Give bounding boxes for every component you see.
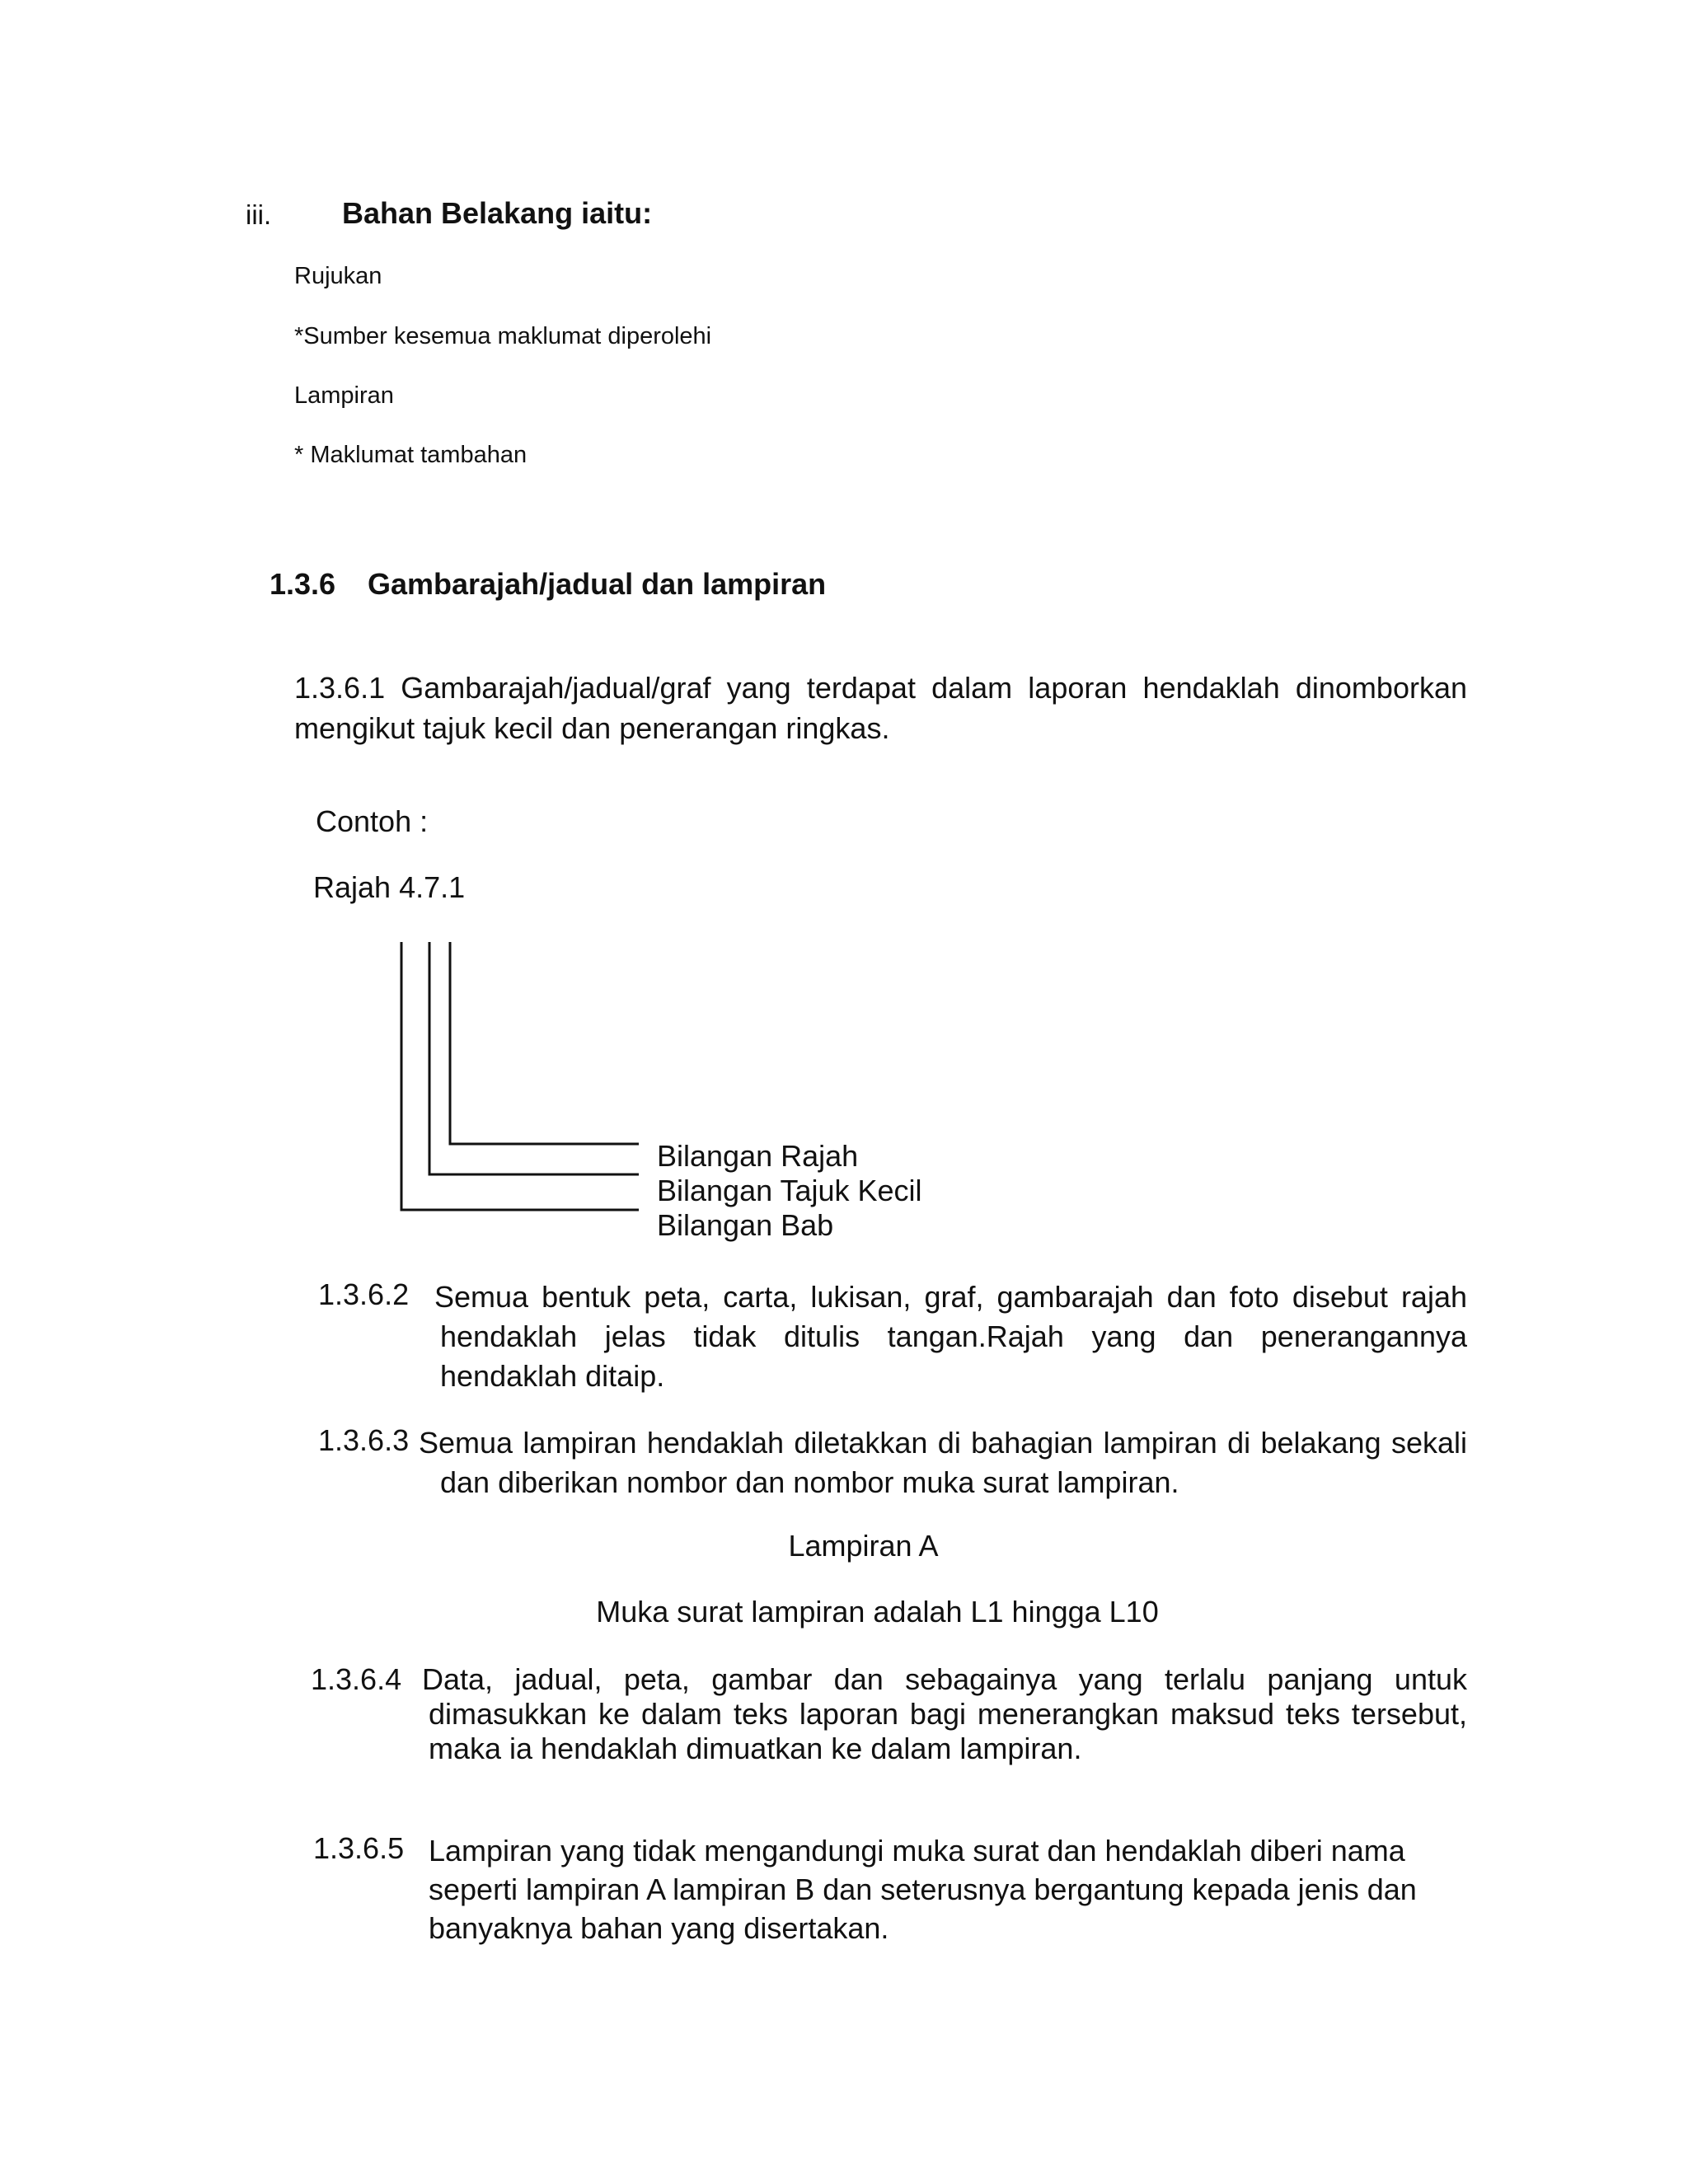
- paragraph-1-3-6-3-number: 1.3.6.3: [318, 1423, 410, 1457]
- back-matter-item-maklumat: * Maklumat tambahan: [294, 442, 528, 468]
- paragraph-1-3-6-4: [311, 1662, 1467, 1766]
- paragraph-1-3-6-5-number: 1.3.6.5: [313, 1831, 405, 1865]
- back-matter-item-lampiran: Lampiran: [294, 382, 394, 409]
- bracket-label-tajuk-kecil: Bilangan Tajuk Kecil: [657, 1174, 922, 1207]
- paragraph-1-3-6-3: [319, 1423, 1467, 1502]
- figure-number: Rajah 4.7.1: [313, 870, 466, 904]
- roman-numeral: iii.: [246, 199, 272, 230]
- paragraph-1-3-6-3-text: Semua lampiran hendaklah diletakkan di bahagian lampiran di belakang sekali dan diberikan nombor dan nombor muka surat lampiran.: [419, 1426, 1467, 1499]
- section-title: Gambarajah/jadual dan lampiran: [368, 567, 827, 601]
- paragraph-1-3-6-4-text: Data, jadual, peta, gambar dan sebagainya yang terlalu panjang untuk dimasukkan ke dalam teks laporan bagi menerangkan maksud teks tersebut, maka ia hendaklah dimuatkan ke dalam lampiran.: [422, 1662, 1467, 1765]
- bracket-label-bab: Bilangan Bab: [657, 1208, 834, 1242]
- back-matter-item-rujukan: Rujukan: [294, 263, 382, 289]
- example-label: Contoh :: [316, 804, 429, 838]
- bracket-line-bab: [401, 942, 639, 1210]
- paragraph-1-3-6-2: [319, 1277, 1467, 1396]
- paragraph-1-3-6-4-number: 1.3.6.4: [311, 1662, 402, 1696]
- bracket-line-rajah: [450, 942, 639, 1144]
- paragraph-1-3-6-1: 1.3.6.1 Gambarajah/jadual/graf yang terdapat dalam laporan hendaklah dinomborkan mengikut tajuk kecil dan penerangan ringkas.: [294, 671, 1467, 745]
- appendix-name: Lampiran A: [788, 1529, 939, 1563]
- paragraph-1-3-6-2-text: Semua bentuk peta, carta, lukisan, graf, gambarajah dan foto disebut rajah hendaklah jelas tidak ditulis tangan.Rajah yang dan penerangannya hendaklah ditaip.: [434, 1280, 1467, 1393]
- paragraph-1-3-6-2-number: 1.3.6.2: [318, 1277, 410, 1311]
- back-matter-heading: Bahan Belakang iaitu:: [342, 196, 653, 230]
- bracket-label-rajah: Bilangan Rajah: [657, 1139, 859, 1173]
- section-number: 1.3.6: [270, 567, 336, 601]
- paragraph-1-3-6-5-text: Lampiran yang tidak mengandungi muka surat dan hendaklah diberi nama seperti lampiran A lampiran B dan seterusnya bergantung kepada jenis dan banyaknya bahan yang disertakan.: [429, 1834, 1417, 1945]
- bracket-line-tajuk-kecil: [429, 942, 639, 1174]
- appendix-pages: Muka surat lampiran adalah L1 hingga L10: [596, 1595, 1159, 1629]
- back-matter-item-sumber: *Sumber kesemua maklumat diperolehi: [294, 323, 712, 349]
